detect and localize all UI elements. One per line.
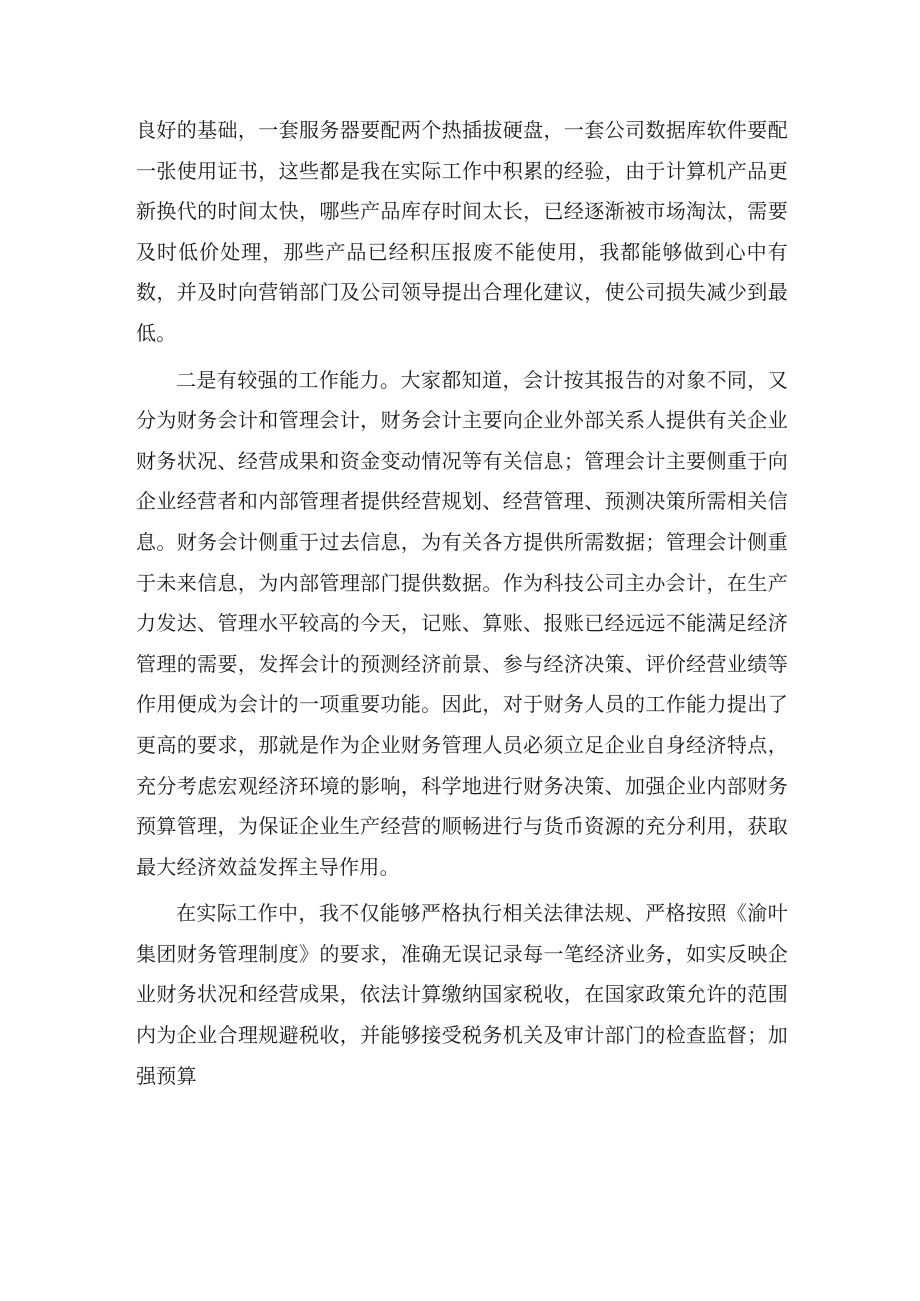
document-body <box>136 110 788 1096</box>
paragraph-practical-work: 在实际工作中，我不仅能够严格执行相关法律法规、严格按照《渝叶集团财务管理制度》的要求，准确无误记录每一笔经济业务，如实反映企业财务状况和经营成果，依法计算缴纳国家税收，在国家政策允许的范围内为企业合理规避税收，并能够接受税务机关及审计部门的检查监督；加强预算 <box>136 901 788 1088</box>
paragraph-continuation: 良好的基础，一套服务器要配两个热插拔硬盘，一套公司数据库软件要配一张使用证书，这些都是我在实际工作中积累的经验，由于计算机产品更新换代的时间太快，哪些产品库存时间太长，已经逐渐被市场淘汰，需要及时低价处理，那些产品已经积压报废不能使用，我都能够做到心中有数，并及时向营销部门及公司领导提出合理化建议，使公司损失减少到最低。 <box>136 118 788 345</box>
paragraph-work-ability: 二是有较强的工作能力。大家都知道，会计按其报告的对象不同，又分为财务会计和管理会计，财务会计主要向企业外部关系人提供有关企业财务状况、经营成果和资金变动情况等有关信息；管理会计主要侧重于向企业经营者和内部管理者提供经营规划、经营管理、预测决策所需相关信息。财务会计侧重于过去信息，为有关各方提供所需数据；管理会计侧重于未来信息，为内部管理部门提供数据。作为科技公司主办会计，在生产力发达、管理水平较高的今天，记账、算账、报账已经远远不能满足经济管理的需要，发挥会计的预测经济前景、参与经济决策、评价经营业绩等作用便成为会计的一项重要功能。因此，对于财务人员的工作能力提出了更高的要求，那就是作为企业财务管理人员必须立足企业自身经济特点，充分考虑宏观经济环境的影响，科学地进行财务决策、加强企业内部财务预算管理，为保证企业生产经营的顺畅进行与货币资源的充分利用，获取最大经济效益发挥主导作用。 <box>136 367 788 879</box>
